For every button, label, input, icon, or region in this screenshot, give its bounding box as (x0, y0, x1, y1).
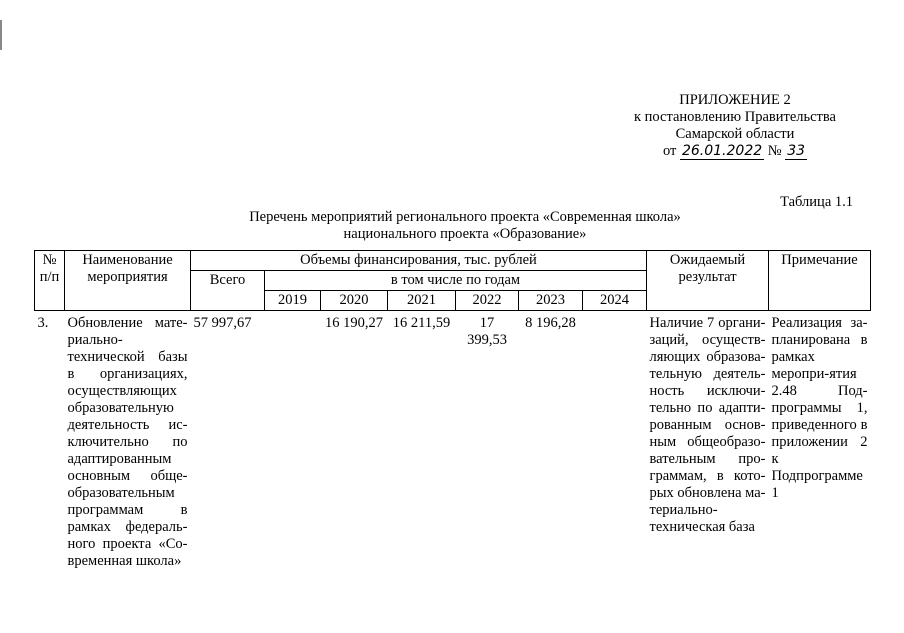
row-value-2022: 17 399,53 (467, 315, 507, 348)
measures-table (34, 250, 871, 571)
document-title-line-1: Перечень мероприятий регионального проекта «Современная школа» (249, 209, 681, 225)
header-year: 2024 (583, 291, 647, 311)
header-note: Примечание (769, 251, 871, 311)
header-funding: Объемы финансирования, тыс. рублей (191, 251, 647, 271)
row-value-2020: 16 190,27 (325, 315, 383, 331)
row-value-2021: 16 211,59 (392, 315, 451, 331)
row-total: 57 997,67 (193, 315, 252, 331)
row-value-2019 (265, 311, 321, 572)
scan-edge-mark (0, 20, 2, 50)
table-number: Таблица 1.1 (780, 194, 853, 210)
header-year: 2023 (519, 291, 583, 311)
header-result: Ожидаемый результат (647, 251, 769, 311)
appendix-date-line (634, 143, 836, 160)
from-label: от (662, 143, 677, 159)
handwritten-number: 33 (787, 143, 806, 159)
header-year: 2021 (388, 291, 456, 311)
appendix-line-1: к постановлению Правительства (634, 109, 836, 125)
document-title (196, 209, 734, 243)
row-name: Обновление мате-риально-технической базы в организациях, осуществляющих образовательную деятельность ис-ключительно по адаптированным основным обще-образовательным программам в рамках федераль-ного проекта «Со-временная школа» (67, 315, 188, 569)
header-year: 2019 (265, 291, 321, 311)
header-total: Всего (191, 271, 265, 311)
appendix-header (634, 92, 836, 160)
appendix-line-2: Самарской области (675, 126, 795, 142)
header-by-years: в том числе по годам (265, 271, 647, 291)
row-num: 3. (37, 315, 49, 331)
header-name: Наименование мероприятия (65, 251, 191, 311)
row-result: Наличие 7 органи-заций, осуществ-ляющих образова-тельную деятель-ность исключи-тельно по адапти-рованным основ-ным общеобразо-вательным про-граммам, в кото-рых обновлена ма-териально-техническая база (649, 315, 766, 535)
handwritten-date: 26.01.2022 (681, 143, 763, 159)
header-year: 2022 (456, 291, 519, 311)
row-value-2024 (583, 311, 647, 572)
document-title-line-2: национального проекта «Образование» (343, 226, 587, 242)
row-note: Реализация за-планирована в рамках меропри-ятия 2.48 Под-программы 1, приведенного в приложении 2 к Подпрограмме 1 (771, 315, 868, 501)
header-num: № п/п (35, 251, 65, 311)
table-row (35, 311, 871, 572)
number-label: № (767, 143, 782, 159)
appendix-title: ПРИЛОЖЕНИЕ 2 (679, 92, 791, 108)
header-year: 2020 (321, 291, 388, 311)
row-value-2023: 8 196,28 (525, 315, 576, 331)
